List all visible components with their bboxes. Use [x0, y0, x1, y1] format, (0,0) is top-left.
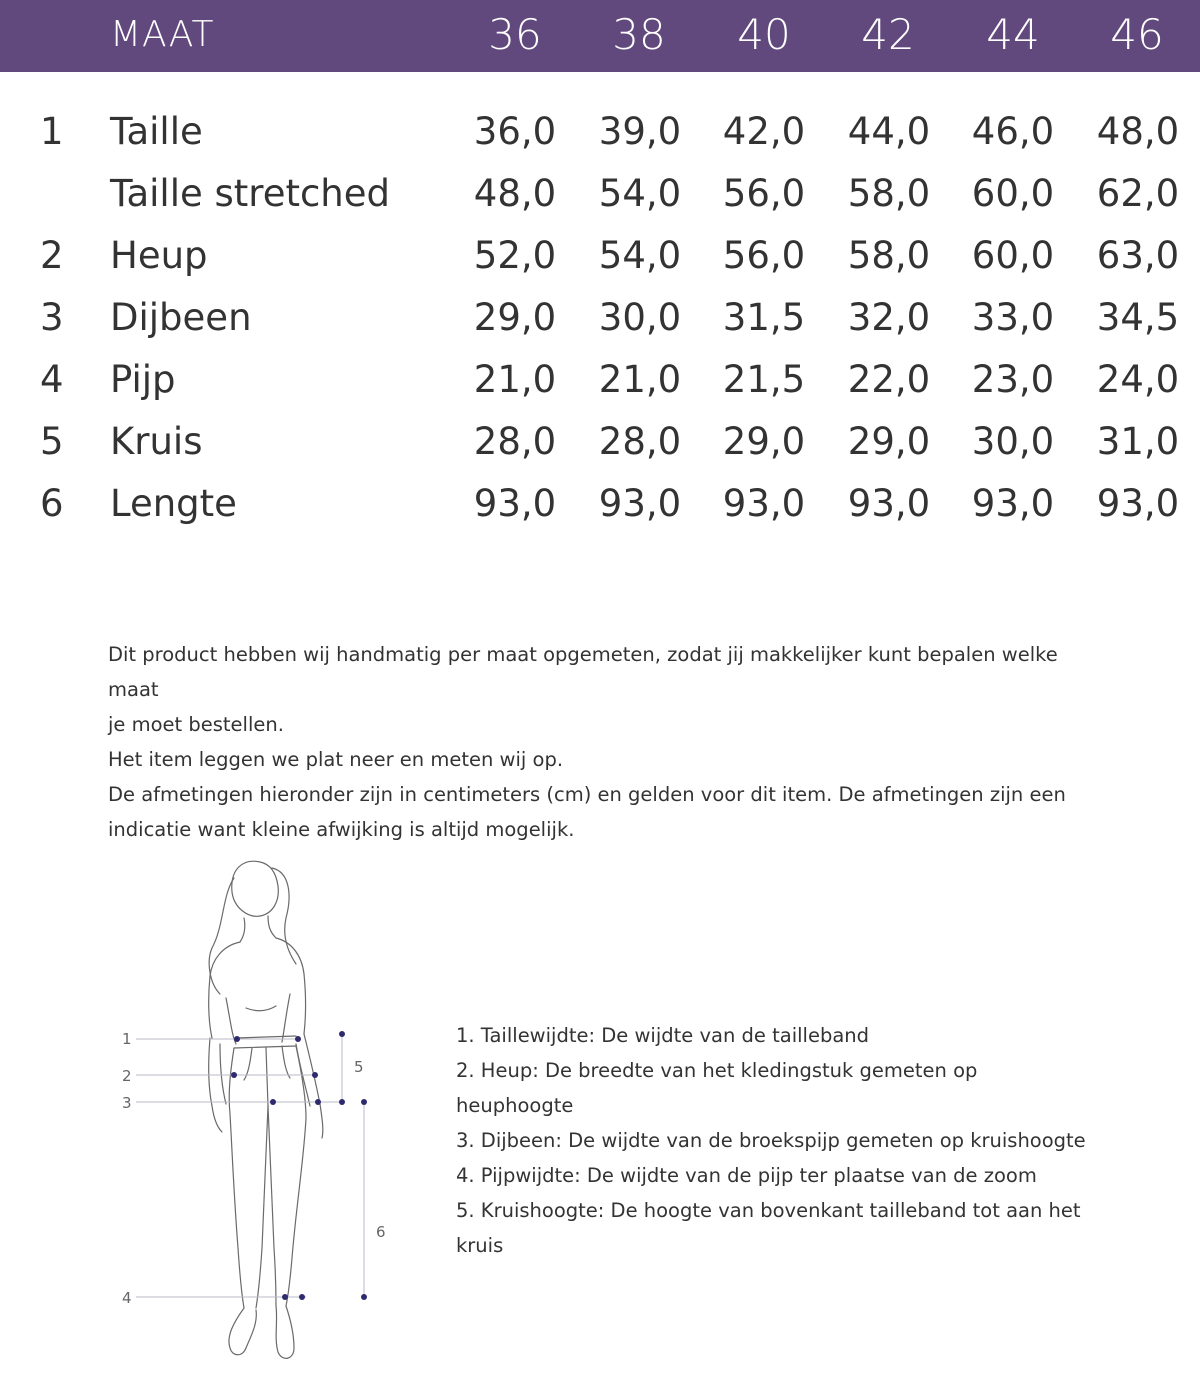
table-row-dijbeen: [0, 296, 1200, 352]
row-label: Taille stretched: [110, 172, 391, 215]
measurement-legend: [456, 1018, 1096, 1263]
intro-line: indicatie want kleine afwijking is altijd mogelijk.: [108, 818, 575, 841]
row-value: 54,0: [598, 172, 682, 215]
marker-label-2: 2: [122, 1067, 132, 1085]
row-value: 48,0: [1096, 110, 1180, 153]
legend-line: kruis: [456, 1234, 504, 1257]
row-value: 58,0: [847, 234, 931, 277]
row-value: 54,0: [598, 234, 682, 277]
row-value: 56,0: [722, 234, 806, 277]
row-value: 93,0: [1096, 482, 1180, 525]
row-value: 29,0: [722, 420, 806, 463]
row-number: 3: [40, 296, 64, 339]
table-row-heup: [0, 234, 1200, 290]
maat-header-label: MAAT: [110, 14, 215, 55]
intro-text: [108, 637, 1088, 847]
row-label: Heup: [110, 234, 208, 277]
table-row-taille-stretched: [0, 172, 1200, 228]
row-value: 60,0: [971, 172, 1055, 215]
legend-line: 3. Dijbeen: De wijdte van de broekspijp gemeten op kruishoogte: [456, 1129, 1086, 1152]
row-value: 22,0: [847, 358, 931, 401]
row-value: 52,0: [473, 234, 557, 277]
table-row-pijp: [0, 358, 1200, 414]
row-value: 32,0: [847, 296, 931, 339]
size-header-38: 38: [612, 10, 666, 59]
row-value: 30,0: [598, 296, 682, 339]
row-value: 30,0: [971, 420, 1055, 463]
legend-line: 1. Taillewijdte: De wijdte van de tailleband: [456, 1024, 870, 1047]
table-row-taille: [0, 110, 1200, 166]
row-value: 31,0: [1096, 420, 1180, 463]
size-header-46: 46: [1110, 10, 1164, 59]
size-header-40: 40: [737, 10, 791, 59]
row-value: 60,0: [971, 234, 1055, 277]
size-header-42: 42: [861, 10, 915, 59]
marker-label-1: 1: [122, 1030, 132, 1048]
row-label: Kruis: [110, 420, 203, 463]
row-value: 56,0: [722, 172, 806, 215]
row-value: 21,0: [473, 358, 557, 401]
row-value: 21,5: [722, 358, 806, 401]
intro-line: De afmetingen hieronder zijn in centimeters (cm) en gelden voor dit item. De afmetingen zijn een: [108, 783, 1066, 806]
marker-label-6: 6: [376, 1223, 386, 1241]
row-value: 58,0: [847, 172, 931, 215]
row-label: Taille: [110, 110, 203, 153]
row-value: 31,5: [722, 296, 806, 339]
row-value: 28,0: [598, 420, 682, 463]
legend-line: heuphoogte: [456, 1094, 574, 1117]
row-value: 62,0: [1096, 172, 1180, 215]
legend-line: 4. Pijpwijdte: De wijdte van de pijp ter plaatse van de zoom: [456, 1164, 1037, 1187]
row-value: 93,0: [722, 482, 806, 525]
row-number: 1: [40, 110, 64, 153]
table-row-lengte: [0, 482, 1200, 538]
marker-label-3: 3: [122, 1094, 132, 1112]
table-row-kruis: [0, 420, 1200, 476]
row-value: 48,0: [473, 172, 557, 215]
row-value: 46,0: [971, 110, 1055, 153]
row-value: 29,0: [473, 296, 557, 339]
legend-line: 2. Heup: De breedte van het kledingstuk gemeten op: [456, 1059, 978, 1082]
row-value: 23,0: [971, 358, 1055, 401]
intro-line: Dit product hebben wij handmatig per maat opgemeten, zodat jij makkelijker kunt bepalen welke maat: [108, 643, 1058, 701]
row-number: 2: [40, 234, 64, 277]
row-value: 34,5: [1096, 296, 1180, 339]
row-value: 93,0: [847, 482, 931, 525]
row-value: 44,0: [847, 110, 931, 153]
row-value: 39,0: [598, 110, 682, 153]
row-value: 42,0: [722, 110, 806, 153]
marker-label-5: 5: [354, 1058, 364, 1076]
marker-label-4: 4: [122, 1289, 132, 1307]
woman-figure-illustration: [110, 848, 410, 1378]
row-value: 93,0: [971, 482, 1055, 525]
row-value: 28,0: [473, 420, 557, 463]
row-label: Dijbeen: [110, 296, 252, 339]
row-value: 21,0: [598, 358, 682, 401]
size-header-bar: [0, 0, 1200, 72]
row-value: 93,0: [473, 482, 557, 525]
legend-line: 5. Kruishoogte: De hoogte van bovenkant tailleband tot aan het: [456, 1199, 1081, 1222]
row-value: 29,0: [847, 420, 931, 463]
row-value: 63,0: [1096, 234, 1180, 277]
size-header-36: 36: [488, 10, 542, 59]
intro-line: Het item leggen we plat neer en meten wij op.: [108, 748, 564, 771]
row-number: 4: [40, 358, 64, 401]
row-value: 93,0: [598, 482, 682, 525]
size-header-44: 44: [986, 10, 1040, 59]
intro-line: je moet bestellen.: [108, 713, 284, 736]
row-number: 6: [40, 482, 64, 525]
row-number: 5: [40, 420, 64, 463]
row-label: Lengte: [110, 482, 237, 525]
row-value: 36,0: [473, 110, 557, 153]
measurement-figure: [110, 848, 410, 1378]
row-value: 33,0: [971, 296, 1055, 339]
row-label: Pijp: [110, 358, 176, 401]
row-value: 24,0: [1096, 358, 1180, 401]
